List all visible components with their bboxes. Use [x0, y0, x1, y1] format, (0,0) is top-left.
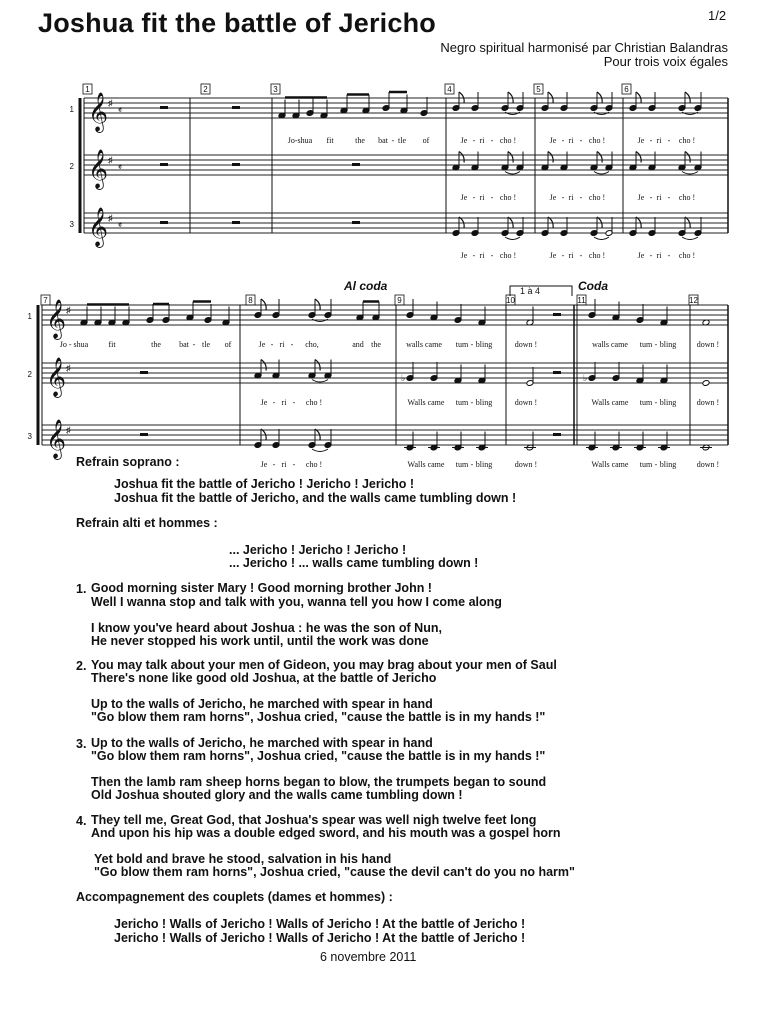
whole-rest: [140, 371, 148, 374]
tie: [594, 172, 609, 175]
whole-rest: [140, 433, 148, 436]
key-signature-sharp: ♯: [66, 425, 71, 435]
measure-number: 8: [248, 296, 253, 305]
lyric-syllable: -: [292, 460, 296, 469]
lyric-syllable: cho !: [588, 193, 606, 202]
lyric-syllable: bling: [659, 460, 677, 469]
note-flag: [459, 152, 464, 163]
lyric-syllable: bling: [475, 460, 493, 469]
lyric-syllable: -: [561, 251, 565, 260]
lyric-syllable: -: [192, 340, 196, 349]
lyric-syllable: bat: [378, 136, 388, 145]
lyric-syllable: bat: [179, 340, 189, 349]
lyric-syllable: cho !: [588, 251, 606, 260]
key-signature-sharp: ♯: [108, 98, 113, 108]
lyric-syllable: -: [654, 398, 658, 407]
lyric-syllable: walls came: [406, 340, 442, 349]
lyric-syllable: Walls came: [407, 460, 445, 469]
lyric-syllable: -: [649, 193, 653, 202]
whole-rest: [553, 433, 561, 436]
lyric-syllable: bling: [659, 340, 677, 349]
lyric-syllable: Je: [637, 193, 645, 202]
measure-number: 4: [447, 85, 452, 94]
verse-number: 3.: [76, 737, 87, 751]
lyric-syllable: ri: [279, 340, 285, 349]
refrain-soprano-label: Refrain soprano :: [76, 455, 180, 469]
voice-number: 1: [69, 105, 74, 114]
lyric-syllable: Walls came: [591, 398, 629, 407]
lyric-syllable: ri: [479, 193, 485, 202]
lyric-syllable: Je: [637, 251, 645, 260]
measure-number: 3: [273, 85, 278, 94]
measure-number: 12: [689, 296, 698, 305]
lyric-syllable: -: [472, 193, 476, 202]
note-flag: [636, 152, 641, 163]
page-title: Joshua fit the battle of Jericho: [38, 8, 436, 38]
lyric-syllable: cho !: [499, 251, 517, 260]
lyric-syllable: -: [391, 136, 395, 145]
flat-sign: ♭: [401, 373, 406, 383]
lyric-syllable: the: [355, 136, 365, 145]
whole-rest: [553, 371, 561, 374]
lyric-syllable: ri: [656, 136, 662, 145]
voice-number: 1: [27, 312, 32, 321]
note-head: [702, 380, 710, 387]
lyric-syllable: -: [561, 136, 565, 145]
lyric-syllable: Je: [260, 398, 268, 407]
lyric-syllable: tum: [639, 460, 653, 469]
treble-clef: 𝄞: [46, 419, 67, 459]
lyric-syllable: -: [470, 460, 474, 469]
verse-number: 2.: [76, 659, 87, 673]
tie: [312, 449, 328, 452]
lyric-syllable: -: [649, 136, 653, 145]
lyric-syllable: Je: [460, 136, 468, 145]
lyric-syllable: -: [490, 193, 494, 202]
lyric-syllable: the: [371, 340, 381, 349]
note-flag: [685, 152, 690, 163]
lyric-syllable: bling: [659, 398, 677, 407]
lyric-syllable: Je: [258, 340, 266, 349]
lyric-syllable: cho !: [678, 193, 696, 202]
treble-clef: 𝄞: [46, 299, 67, 339]
treble-clef: 𝄞: [88, 92, 109, 132]
key-signature-sharp: ♯: [108, 155, 113, 165]
voice-number: 2: [27, 370, 32, 379]
treble-clef: 𝄞: [46, 357, 67, 397]
key-signature-sharp: ♯: [66, 363, 71, 373]
lyric-syllable: -: [270, 340, 274, 349]
lyric-syllable: ri: [281, 398, 287, 407]
lyric-syllable: and: [352, 340, 364, 349]
subtitle-voices: Pour trois voix égales: [603, 54, 728, 69]
lyric-syllable: down !: [696, 340, 720, 349]
lyric-syllable: Jo-shua: [287, 136, 313, 145]
verse-number: 1.: [76, 582, 87, 596]
accompaniment-line-1: Jericho ! Walls of Jericho ! Walls of Jericho ! At the battle of Jericho !: [114, 917, 526, 931]
flat-sign: ♭: [583, 373, 588, 383]
coda-marking: Coda: [578, 279, 608, 293]
lyric-syllable: Je: [260, 460, 268, 469]
volta-label: 1 à 4: [520, 286, 541, 296]
lyric-syllable: ri: [568, 251, 574, 260]
lyric-syllable: of: [224, 340, 232, 349]
note-flag: [548, 152, 553, 163]
tie: [505, 237, 520, 240]
refrain-alti-label: Refrain alti et hommes :: [76, 516, 218, 530]
refrain-alti-line-1: ... Jericho ! Jericho ! Jericho !: [229, 543, 407, 557]
verse-line: Up to the walls of Jericho, he marched with spear in hand: [91, 736, 433, 750]
lyric-syllable: -: [654, 340, 658, 349]
verse-line: I know you've heard about Joshua : he was the son of Nun,: [91, 621, 442, 635]
lyric-syllable: down !: [696, 460, 720, 469]
measure-number: 1: [85, 85, 90, 94]
lyric-syllable: down !: [514, 398, 538, 407]
refrain-soprano-line-1: Joshua fit the battle of Jericho ! Jericho ! Jericho !: [114, 477, 415, 491]
verse-line: Well I wanna stop and talk with you, wanna tell you how I come along: [91, 595, 502, 609]
lyric-syllable: cho !: [305, 460, 323, 469]
whole-rest: [352, 163, 360, 166]
lyric-syllable: -: [561, 193, 565, 202]
verse-line: Then the lamb ram sheep horns began to blow, the trumpets began to sound: [91, 775, 547, 789]
key-signature-sharp: ♯: [108, 213, 113, 223]
lyric-syllable: Walls came: [407, 398, 445, 407]
accompaniment-label: Accompagnement des couplets (dames et hommes) :: [76, 890, 393, 904]
lyric-syllable: Je: [460, 193, 468, 202]
whole-rest: [232, 163, 240, 166]
refrain-alti-line-2: ... Jericho ! ... walls came tumbling down !: [229, 556, 479, 570]
measure-number: 6: [624, 85, 629, 94]
lyric-syllable: cho !: [499, 193, 517, 202]
lyric-syllable: tum: [455, 460, 469, 469]
measure-number: 5: [536, 85, 541, 94]
lyric-syllable: tle: [398, 136, 406, 145]
lyric-syllable: cho !: [588, 136, 606, 145]
verse-line: Good morning sister Mary ! Good morning brother John !: [91, 581, 432, 595]
lyric-syllable: ri: [479, 136, 485, 145]
lyric-syllable: tum: [455, 340, 469, 349]
lyric-syllable: -: [579, 136, 583, 145]
verse-line: "Go blow them ram horns", Joshua cried, "cause the devil can't do you no harm": [94, 865, 575, 879]
lyric-syllable: ri: [479, 251, 485, 260]
note-flag: [261, 360, 266, 371]
tie: [682, 172, 698, 175]
lyric-syllable: ri: [656, 193, 662, 202]
time-signature: 𝄵: [118, 162, 123, 172]
subtitle-arranger: Negro spiritual harmonisé par Christian Balandras: [440, 40, 728, 55]
treble-clef: 𝄞: [88, 149, 109, 189]
verse-line: He never stopped his work until, until the work was done: [91, 634, 429, 648]
lyric-syllable: Je: [637, 136, 645, 145]
lyric-syllable: fit: [108, 340, 116, 349]
lyric-syllable: ri: [568, 136, 574, 145]
note-flag: [315, 360, 320, 371]
lyric-syllable: cho !: [305, 398, 323, 407]
score-system-1: [0, 80, 768, 280]
lyric-syllable: Je: [549, 251, 557, 260]
lyric-syllable: tum: [639, 398, 653, 407]
lyric-syllable: -: [290, 340, 294, 349]
lyric-syllable: -: [272, 398, 276, 407]
lyric-syllable: -: [490, 251, 494, 260]
measure-number: 10: [506, 296, 515, 305]
lyric-syllable: cho !: [499, 136, 517, 145]
lyric-syllable: -: [667, 251, 671, 260]
whole-rest: [160, 163, 168, 166]
lyric-syllable: Je: [460, 251, 468, 260]
whole-rest: [160, 221, 168, 224]
lyric-syllable: -: [654, 460, 658, 469]
whole-rest: [232, 106, 240, 109]
whole-rest: [232, 221, 240, 224]
lyric-syllable: Walls came: [591, 460, 629, 469]
lyric-syllable: bling: [475, 340, 493, 349]
lyric-syllable: -: [472, 136, 476, 145]
footer-date: 6 novembre 2011: [320, 950, 417, 964]
verse-number: 4.: [76, 814, 87, 828]
verse-line: "Go blow them ram horns", Joshua cried, "cause the battle is in my hands !": [91, 710, 546, 724]
whole-rest: [160, 106, 168, 109]
tie: [505, 172, 520, 175]
lyric-syllable: the: [151, 340, 161, 349]
verse-line: Yet bold and brave he stood, salvation in his hand: [94, 852, 392, 866]
measure-number: 2: [203, 85, 208, 94]
lyric-syllable: -: [579, 193, 583, 202]
treble-clef: 𝄞: [88, 207, 109, 247]
lyric-syllable: -: [470, 398, 474, 407]
whole-rest: [352, 221, 360, 224]
lyric-syllable: -: [649, 251, 653, 260]
al-coda-marking: Al coda: [344, 279, 388, 293]
lyric-syllable: -: [472, 251, 476, 260]
lyric-syllable: bling: [475, 398, 493, 407]
lyric-syllable: Je: [549, 136, 557, 145]
score-system-2: [0, 275, 768, 475]
lyric-syllable: down !: [696, 398, 720, 407]
voice-number: 3: [27, 432, 32, 441]
lyric-syllable: -: [667, 136, 671, 145]
lyric-syllable: Jo - shua: [59, 340, 89, 349]
lyric-syllable: -: [470, 340, 474, 349]
page-number: 1/2: [708, 8, 727, 23]
measure-number: 7: [43, 296, 48, 305]
lyric-syllable: ri: [281, 460, 287, 469]
tie: [594, 237, 609, 240]
lyric-syllable: of: [422, 136, 430, 145]
lyric-syllable: -: [292, 398, 296, 407]
verse-line: You may talk about your men of Gideon, you may brag about your men of Saul: [91, 658, 557, 672]
note-flag: [597, 152, 602, 163]
lyric-syllable: walls came: [592, 340, 628, 349]
lyric-syllable: cho !: [678, 251, 696, 260]
lyric-syllable: ri: [656, 251, 662, 260]
lyric-syllable: cho !: [678, 136, 696, 145]
time-signature: 𝄵: [118, 105, 123, 115]
lyric-syllable: cho,: [305, 340, 319, 349]
key-signature-sharp: ♯: [66, 305, 71, 315]
whole-rest: [553, 313, 561, 316]
lyric-syllable: -: [667, 193, 671, 202]
voice-number: 2: [69, 162, 74, 171]
accompaniment-line-2: Jericho ! Walls of Jericho ! Walls of Jericho ! At the battle of Jericho !: [114, 931, 526, 945]
verse-line: Up to the walls of Jericho, he marched with spear in hand: [91, 697, 433, 711]
time-signature: 𝄵: [118, 220, 123, 230]
lyric-syllable: -: [272, 460, 276, 469]
note-flag: [508, 152, 513, 163]
lyric-syllable: tum: [639, 340, 653, 349]
lyric-syllable: -: [490, 136, 494, 145]
voice-number: 3: [69, 220, 74, 229]
lyric-syllable: Je: [549, 193, 557, 202]
lyric-syllable: -: [579, 251, 583, 260]
verse-line: And upon his hip was a double edged sword, and his mouth was a gospel horn: [91, 826, 561, 840]
lyric-syllable: tle: [202, 340, 210, 349]
tie: [682, 237, 698, 240]
measure-number: 11: [577, 296, 586, 305]
tie: [312, 380, 328, 383]
verse-line: They tell me, Great God, that Joshua's spear was well nigh twelve feet long: [91, 813, 537, 827]
lyric-syllable: down !: [514, 340, 538, 349]
refrain-soprano-line-2: Joshua fit the battle of Jericho, and the walls came tumbling down !: [114, 491, 517, 505]
lyric-syllable: down !: [514, 460, 538, 469]
lyric-syllable: ri: [568, 193, 574, 202]
verse-line: "Go blow them ram horns", Joshua cried, "cause the battle is in my hands !": [91, 749, 546, 763]
measure-number: 9: [397, 296, 402, 305]
verse-line: Old Joshua shouted glory and the walls came tumbling down !: [91, 788, 463, 802]
lyric-syllable: tum: [455, 398, 469, 407]
verse-line: There's none like good old Joshua, at the battle of Jericho: [91, 671, 437, 685]
lyric-syllable: fit: [326, 136, 334, 145]
